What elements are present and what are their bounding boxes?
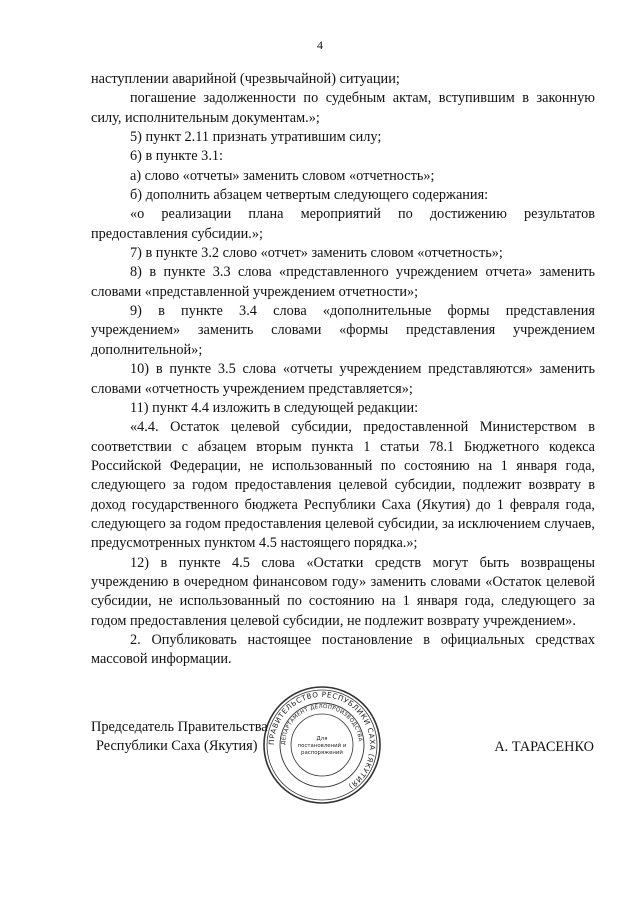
paragraph: наступлении аварийной (чрезвычайной) ситуации; [91,71,400,87]
signatory-title [91,718,268,757]
seal-inner-text: ДЕПАРТАМЕНТ ДЕЛОПРОИЗВОДСТВА [280,703,363,746]
paragraph: 7) в пункте 3.2 слово «отчет» заменить словом «отчетность»; [130,245,503,262]
paragraph: а) слово «отчеты» заменить словом «отчетность»; [130,167,435,184]
paragraph: 12) в пункте 4.5 слова «Остатки средств могут быть возвращены учреждению в очередном финансовом году» заменить словами «Остаток целевой субсидии, не использованный по состоянию на 1 января года, следующего за годом предоставления целевой субсидии, не подлежит возврату учреждением». [91,554,595,629]
page-number: 4 [317,38,323,52]
paragraph: 2. Опубликовать настоящее постановление в официальных средствах массовой информации. [91,631,595,668]
paragraph: 11) пункт 4.4 изложить в следующей редакции: [130,399,419,416]
paragraph: б) дополнить абзацем четвертым следующего содержания: [130,187,489,204]
official-seal [262,685,382,805]
seal-center-line: Для [316,736,328,742]
paragraph: 6) в пункте 3.1: [130,148,224,165]
paragraph: 9) в пункте 3.4 слова «дополнительные формы представления учреждением» заменить словами «формы представления учреждением дополнительной»; [91,303,595,358]
signatory-title-line: Республики Саха (Якутия) [96,738,258,755]
seal-outer-text: ПРАВИТЕЛЬСТВО РЕСПУБЛИКИ САХА (ЯКУТИЯ) [266,689,378,792]
paragraph: «о реализации плана мероприятий по достижению результатов предоставления субсидии.»; [91,206,595,242]
paragraph: 8) в пункте 3.3 слова «представленного учреждением отчета» заменить словами «представленной учреждением отчетности»; [91,264,595,300]
paragraph: погашение задолженности по судебным актам, вступившим в законную силу, исполнительным документам.»; [91,90,595,126]
paragraph: «4.4. Остаток целевой субсидии, предоставленной Министерством в соответствии с абзацем вторым пункта 1 статьи 78.1 Бюджетного кодекса Российской Федерации, не использованный по состоянию на 1 января года, следующего за годом предоставления целевой субсидии, подлежит возврату в доход государственного бюджета Республики Саха (Якутия) до 1 февраля года, следующего за годом предоставления целевой субсидии, за исключением случаев, предусмотренных пунктом 4.5 настоящего порядка.»; [91,419,595,552]
document-body [91,70,595,670]
signatory-title-line: Председатель Правительства [91,719,268,735]
seal-center-line: распоряжений [301,750,343,756]
paragraph: 10) в пункте 3.5 слова «отчеты учреждением представляются» заменить словами «отчетность учреждением представляется»; [91,361,595,397]
seal-center-line: постановлений и [297,743,347,749]
signatory-name: А. ТАРАСЕНКО [494,739,594,755]
paragraph: 5) пункт 2.11 признать утратившим силу; [130,129,382,146]
